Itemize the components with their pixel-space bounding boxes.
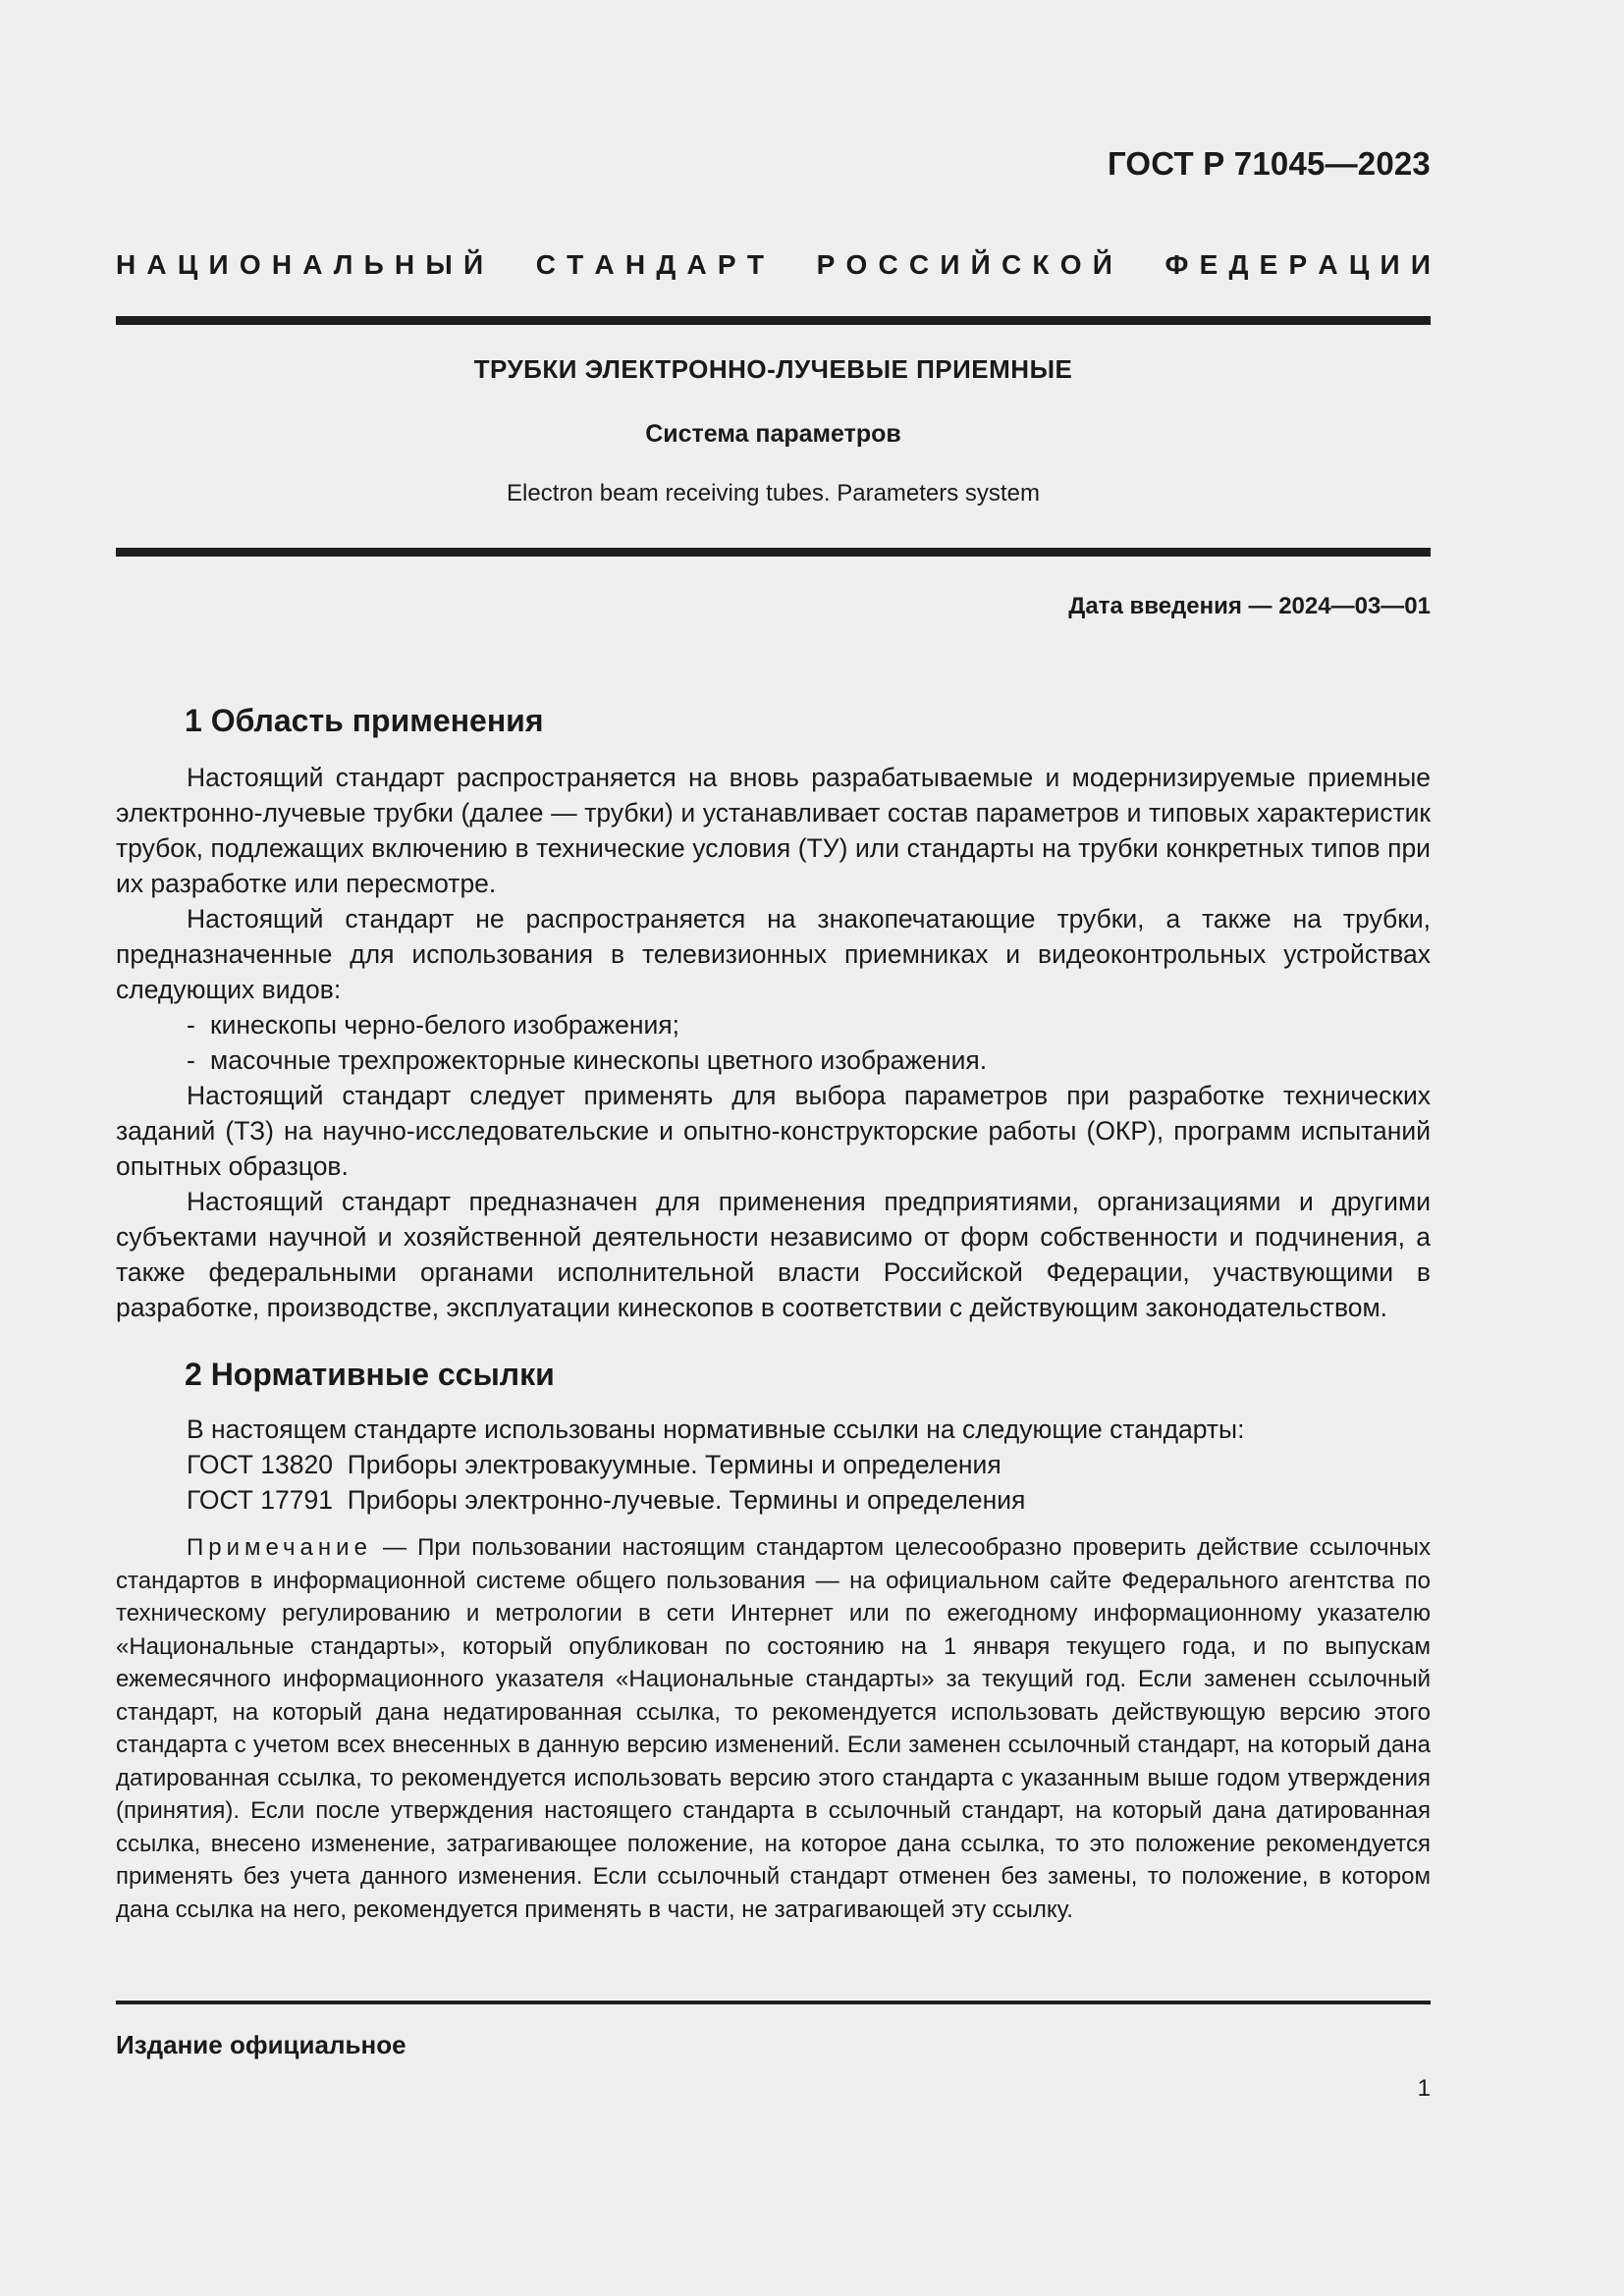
references-intro: В настоящем стандарте использованы нормативные ссылки на следующие стандарты: — [187, 1415, 1245, 1444]
note-block — [116, 1531, 1431, 1926]
list-item: - масочные трехпрожекторные кинескопы цветного изображения. — [187, 1042, 1431, 1078]
exclusion-list — [116, 1007, 1431, 1078]
paragraph: Настоящий стандарт распространяется на вновь разрабатываемые и модернизируемые приемные электронно-лучевые трубки (далее — трубки) и устанавливает состав параметров и типовых характеристик трубок, подлежащих включению в технические условия (ТУ) или стандарты на трубки конкретных типов при их разработке или пересмотре. — [116, 763, 1431, 898]
paragraph: Настоящий стандарт следует применять для выбора параметров при разработке технических заданий (ТЗ) на научно-исследовательские и опытно-конструкторские работы (ОКР), программ испытаний опытных образцов. — [116, 1081, 1431, 1181]
footer-divider — [116, 2001, 1431, 2004]
section-heading-references: 2 Нормативные ссылки — [185, 1357, 555, 1392]
banner-word: С Т А Н Д А Р Т — [535, 249, 764, 280]
national-standard-banner — [116, 249, 1431, 281]
banner-word: Ф Е Д Е Р А Ц И И — [1164, 249, 1431, 280]
list-item: - кинескопы черно-белого изображения; — [187, 1007, 1431, 1042]
reference-item: ГОСТ 17791 Приборы электронно-лучевые. Термины и определения — [187, 1485, 1026, 1515]
paragraph: Настоящий стандарт предназначен для применения предприятиями, организациями и другими субъектами научной и хозяйственной деятельности независимо от форм собственности и подчинения, а также федеральными органами исполнительной власти Российской Федерации, участвующими в разработке, производстве, эксплуатации кинескопов в соответствии с действующим законодательством. — [116, 1187, 1431, 1322]
title-divider — [116, 548, 1431, 557]
paragraph: Настоящий стандарт не распространяется на знакопечатающие трубки, а также на трубки, предназначенные для использования в телевизионных приемниках и видеоконтрольных устройствах следующих видов: — [116, 904, 1431, 1004]
section-heading-scope: 1 Область применения — [185, 703, 544, 738]
document-code: ГОСТ Р 71045—2023 — [1107, 145, 1431, 182]
official-edition-label: Издание официальное — [116, 2030, 406, 2059]
english-title: Electron beam receiving tubes. Parameters system — [507, 480, 1040, 507]
top-divider — [116, 316, 1431, 325]
banner-word: Р О С С И Й С К О Й — [816, 249, 1112, 280]
introduction-date: Дата введения — 2024—03—01 — [1068, 593, 1431, 619]
reference-item: ГОСТ 13820 Приборы электровакуумные. Термины и определения — [187, 1450, 1001, 1479]
document-title: ТРУБКИ ЭЛЕКТРОННО-ЛУЧЕВЫЕ ПРИЕМНЫЕ — [473, 354, 1073, 384]
note-label: Примечание — [187, 1534, 372, 1561]
banner-word: Н А Ц И О Н А Л Ь Н Ы Й — [116, 249, 484, 280]
note-text: — При пользовании настоящим стандартом целесообразно проверить действие ссылочных стандартов в информационной системе общего пользования — на официальном сайте Федерального агентства по техническому регулированию и метрологии в сети Интернет или по ежегодному информационному указателю «Национальные стандарты», который опубликован по состоянию на 1 января текущего года, и по выпускам ежемесячного информационного указателя «Национальные стандарты» за текущий год. Если заменен ссылочный стандарт, на который дана недатированная ссылка, то рекомендуется использовать действующую версию этого стандарта с учетом всех внесенных в данную версию изменений. Если заменен ссылочный стандарт, на который дана датированная ссылка, то рекомендуется использовать версию этого стандарта с указанным выше годом утверждения (принятия). Если после утверждения настоящего стандарта в ссылочный стандарт, на который дана датированная ссылка, внесено изменение, затрагивающее положение, на которое дана ссылка, то это положение рекомендуется применять без учета данного изменения. Если ссылочный стандарт отменен без замены, то положение, в котором дана ссылка на него, рекомендуется применять в части, не затрагивающей эту ссылку. — [116, 1534, 1431, 1923]
page-number: 1 — [1417, 2075, 1431, 2102]
document-body — [116, 699, 1431, 1926]
document-subtitle: Система параметров — [645, 420, 901, 448]
